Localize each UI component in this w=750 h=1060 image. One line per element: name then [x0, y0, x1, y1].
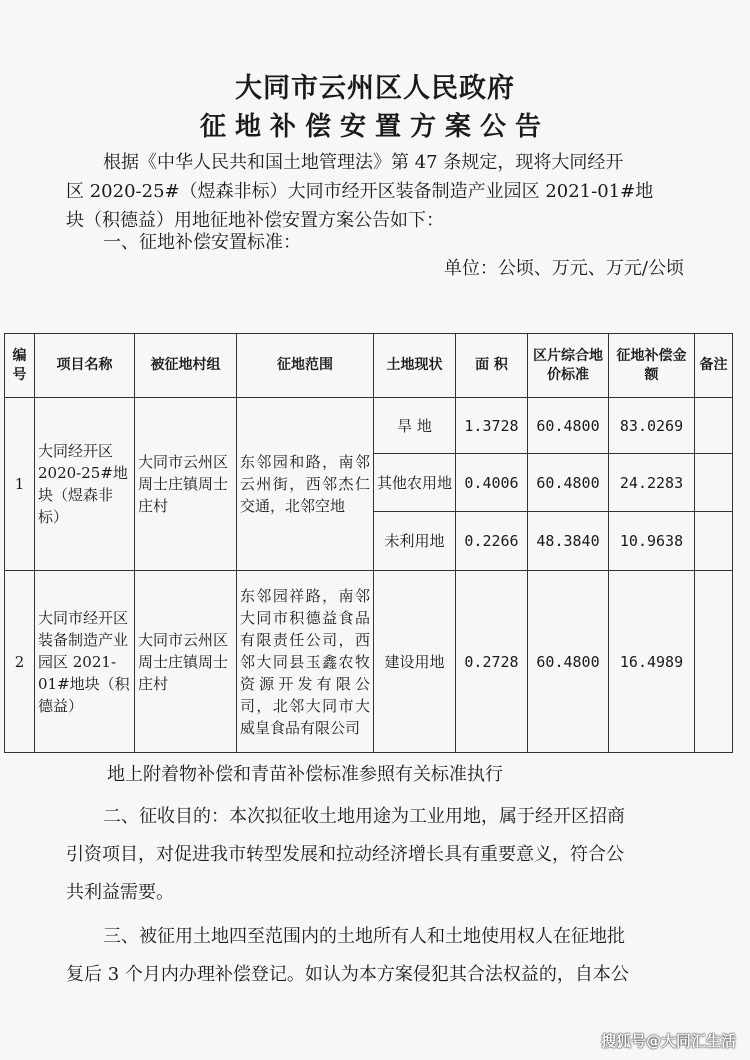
land-price: 60.4800	[528, 454, 609, 512]
project-1-name: 大同经开区 2020-25#地块（煜森非标）	[35, 398, 135, 571]
header-scope: 征地范围	[237, 334, 374, 398]
land-price: 60.4800	[528, 571, 609, 753]
header-village: 被征地村组	[135, 334, 237, 398]
note-cell	[695, 398, 733, 454]
land-status: 未利用地	[374, 512, 456, 571]
header-amount: 征地补偿金额	[609, 334, 695, 398]
header-price: 区片综合地价标准	[528, 334, 609, 398]
unit-note: 单位：公顷、万元、万元/公顷	[443, 258, 684, 279]
compensation-amount: 16.4989	[609, 571, 695, 753]
source-watermark: 搜狐号@大同汇生活	[600, 1032, 736, 1050]
land-area: 0.2266	[456, 512, 528, 571]
project-2-no: 2	[5, 571, 35, 753]
land-status: 建设用地	[374, 571, 456, 753]
intro-line-3: 块（积德益）用地征地补偿安置方案公告如下：	[66, 210, 444, 231]
note-cell	[695, 454, 733, 512]
note-cell	[695, 571, 733, 753]
table-row	[5, 571, 733, 753]
after-table-note: 地上附着物补偿和青苗补偿标准参照有关标准执行	[107, 764, 503, 785]
section-2-line-1: 二、征收目的：本次拟征收土地用途为工业用地，属于经开区招商	[103, 806, 625, 827]
header-status: 土地现状	[374, 334, 456, 398]
section-2-line-3: 共利益需要。	[66, 882, 174, 903]
header-area: 面 积	[456, 334, 528, 398]
section-2-line-2: 引资项目，对促进我市转型发展和拉动经济增长具有重要意义，符合公	[66, 844, 624, 865]
project-1-village: 大同市云州区周士庄镇周士庄村	[135, 398, 237, 571]
table-header-row	[5, 334, 733, 398]
project-2-name: 大同市经开区装备制造产业园区 2021-01#地块（积德益）	[35, 571, 135, 753]
section-1-heading: 一、征地补偿安置标准：	[103, 232, 301, 253]
note-cell	[695, 512, 733, 571]
project-1-scope: 东邻园和路，南邻云州街，西邻杰仁交通，北邻空地	[237, 398, 374, 571]
document-title: 大同市云州区人民政府	[235, 73, 515, 104]
land-status: 旱 地	[374, 398, 456, 454]
land-status: 其他农用地	[374, 454, 456, 512]
table-row	[5, 398, 733, 454]
header-project: 项目名称	[35, 334, 135, 398]
header-no: 编号	[5, 334, 35, 398]
project-2-scope: 东邻园祥路，南邻大同市积德益食品有限责任公司，西邻大同县玉鑫农牧资源开发有限公司，北邻大同市大威皇食品有限公司	[237, 571, 374, 753]
land-price: 60.4800	[528, 398, 609, 454]
project-1-no: 1	[5, 398, 35, 571]
land-area: 0.4006	[456, 454, 528, 512]
compensation-amount: 10.9638	[609, 512, 695, 571]
project-2-village: 大同市云州区周士庄镇周士庄村	[135, 571, 237, 753]
compensation-amount: 83.0269	[609, 398, 695, 454]
land-area: 0.2728	[456, 571, 528, 753]
land-price: 48.3840	[528, 512, 609, 571]
compensation-table	[4, 333, 733, 753]
section-3-line-2: 复后 3 个月内办理补偿登记。如认为本方案侵犯其合法权益的，自本公	[66, 964, 629, 985]
intro-line-1: 根据《中华人民共和国土地管理法》第 47 条规定，现将大同经开	[103, 152, 624, 173]
land-area: 1.3728	[456, 398, 528, 454]
header-note: 备注	[695, 334, 733, 398]
section-3-line-1: 三、被征用土地四至范围内的土地所有人和土地使用权人在征地批	[103, 926, 625, 947]
compensation-amount: 24.2283	[609, 454, 695, 512]
intro-line-2: 区 2020-25#（煜森非标）大同市经开区装备制造产业园区 2021-01#地	[66, 181, 654, 202]
document-subtitle: 征地补偿安置方案公告	[199, 112, 550, 142]
